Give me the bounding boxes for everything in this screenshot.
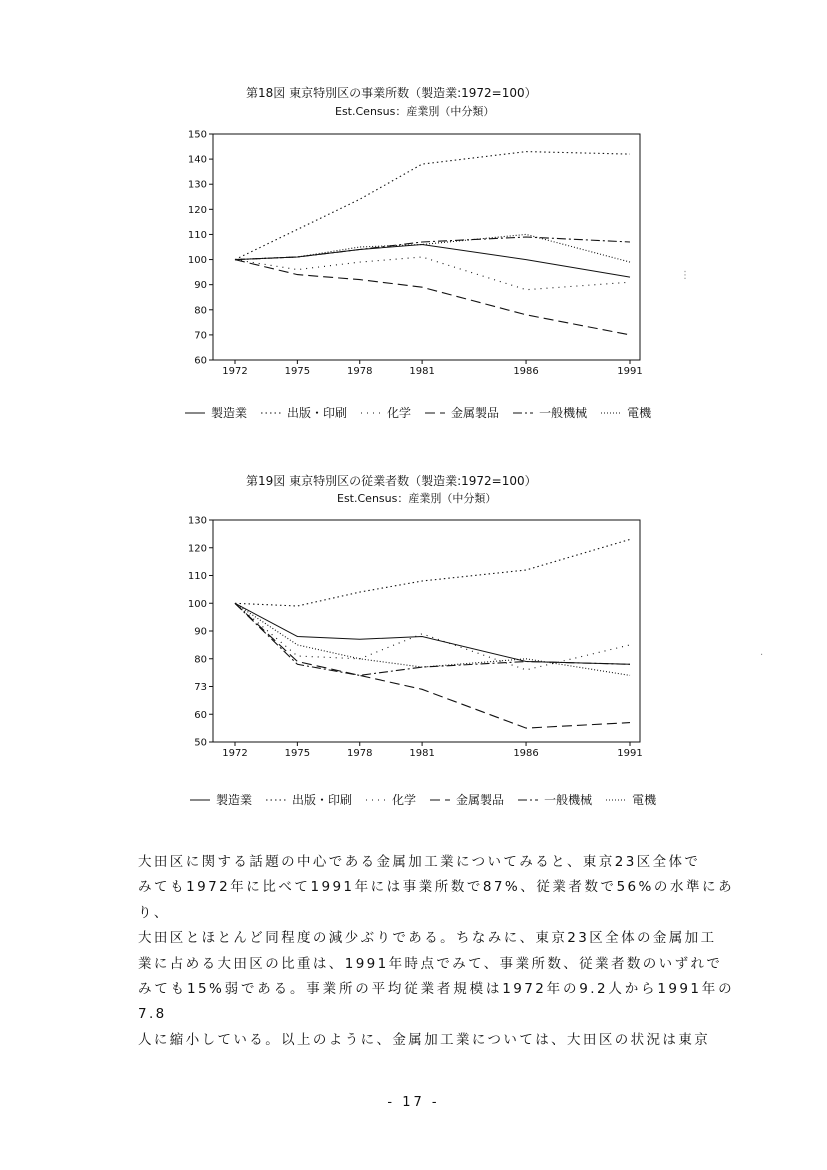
y-tick-label: 110 — [187, 571, 207, 582]
legend-swatch — [366, 796, 388, 804]
y-tick-label: 140 — [187, 154, 207, 166]
chart-1-subtitle: Est.Census：産業別（中分類） — [335, 105, 495, 118]
page-number: - 17 - — [387, 1095, 440, 1110]
legend-label: 化学 — [387, 406, 412, 420]
y-tick-label: 100 — [187, 255, 207, 267]
y-tick-label: 120 — [187, 204, 207, 216]
legend-item — [190, 791, 252, 808]
x-tick-label: 1975 — [284, 366, 311, 377]
legend-label: 一般機械 — [539, 406, 588, 420]
legend-label: 製造業 — [211, 406, 248, 420]
x-tick-label: 1978 — [347, 748, 373, 759]
scan-mark: ⋮ — [680, 270, 690, 281]
chart-2-legend — [190, 791, 656, 808]
y-tick-label: 110 — [187, 229, 207, 241]
chart-2-title: 第19図 東京特別区の従業者数（製造業:1972=100） — [246, 474, 537, 488]
legend-item — [366, 791, 416, 808]
y-tick-label: 50 — [194, 737, 207, 749]
legend-swatch — [190, 796, 212, 804]
legend-label: 一般機械 — [544, 793, 593, 807]
y-tick-label: 90 — [194, 626, 207, 638]
legend-label: 金属製品 — [456, 793, 505, 807]
paragraph-line: みても1972年に比べて1991年には事業所数で87%、従業者数で56%の水準にあり、 — [138, 879, 734, 921]
legend-swatch — [266, 796, 288, 804]
paragraph-line: 大田区に関する話題の中心である金属加工業についてみると、東京23区全体で — [138, 854, 701, 870]
legend-label: 電機 — [632, 793, 657, 807]
series-line-2 — [235, 539, 630, 606]
legend-label: 電機 — [627, 406, 652, 420]
y-tick-label: 80 — [194, 654, 207, 666]
y-tick-label: 90 — [194, 280, 207, 292]
legend-item — [266, 791, 352, 808]
legend-swatch — [606, 796, 628, 804]
y-tick-label: 60 — [194, 355, 207, 367]
y-tick-label: 130 — [187, 179, 207, 191]
legend-swatch — [518, 796, 540, 804]
x-tick-label: 1975 — [284, 748, 311, 759]
y-tick-label: 60 — [194, 709, 207, 721]
plot-frame — [213, 520, 640, 742]
x-tick-label: 1991 — [617, 748, 643, 759]
y-tick-label: 80 — [194, 305, 207, 317]
y-tick-label: 150 — [187, 129, 207, 141]
x-tick-label: 1986 — [513, 366, 539, 377]
paragraph-line: 大田区とほとんど同程度の減少ぶりである。ちなみに、東京23区全体の金属加工 — [138, 930, 717, 947]
chart-1-title: 第18図 東京特別区の事業所数（製造業:1972=100） — [246, 86, 537, 100]
legend-label: 出版・印刷 — [292, 793, 353, 807]
x-tick-label: 1972 — [222, 366, 248, 377]
chart-2-subtitle: Est.Census：産業別（中分類） — [337, 492, 497, 505]
paragraph-line: 人に縮小している。以上のように、金属加工業については、大田区の状況は東京 — [138, 1031, 711, 1048]
x-tick-label: 1978 — [347, 366, 373, 377]
legend-label: 金属製品 — [451, 406, 500, 420]
x-tick-label: 1991 — [617, 366, 643, 377]
series-line-1 — [235, 603, 630, 664]
x-tick-label: 1981 — [409, 366, 435, 377]
paragraph-line: みても15%弱である。事業所の平均従業者規模は1972年の9.2人から1991年の7.8 — [138, 981, 734, 1023]
legend-label: 出版・印刷 — [287, 406, 348, 420]
y-tick-label: 70 — [194, 330, 207, 342]
y-tick-label: 120 — [187, 543, 207, 555]
y-tick-label: 73 — [194, 682, 207, 693]
x-tick-label: 1981 — [409, 748, 435, 759]
legend-label: 化学 — [392, 793, 417, 807]
legend-item — [430, 791, 504, 808]
y-tick-label: 130 — [187, 515, 207, 527]
body-paragraph — [138, 850, 734, 1053]
legend-swatch — [430, 796, 452, 804]
y-tick-label: 100 — [187, 598, 207, 610]
paragraph-line: 業に占める大田区の比重は、1991年時点でみて、事業所数、従業者数のいずれで — [138, 955, 723, 972]
x-tick-label: 1972 — [222, 748, 248, 759]
legend-item — [606, 791, 656, 808]
legend-item — [518, 791, 592, 808]
scan-mark: · — [760, 650, 764, 661]
x-tick-label: 1986 — [513, 748, 539, 759]
series-line-3 — [235, 603, 630, 670]
legend-label: 製造業 — [216, 793, 253, 807]
